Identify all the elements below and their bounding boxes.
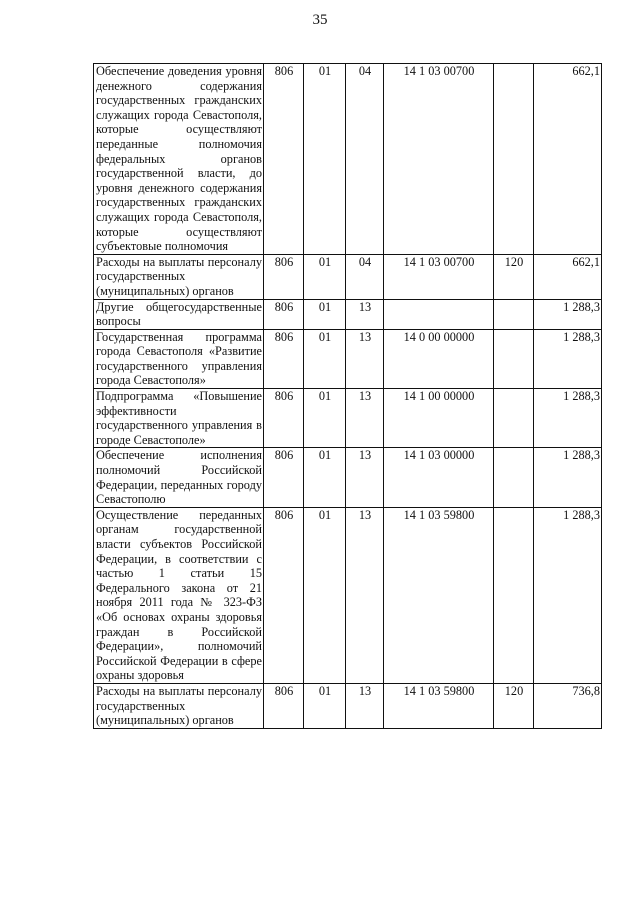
- amount-cell: 1 288,3: [534, 389, 602, 448]
- table-row: [94, 507, 602, 683]
- subsection-code-cell: 13: [346, 329, 384, 388]
- expense-name-cell: Обеспечение исполнения полномочий Российской Федерации, переданных городу Севастополю: [94, 448, 264, 507]
- subsection-code-cell: 13: [346, 683, 384, 728]
- target-article-cell: 14 1 03 00000: [384, 448, 494, 507]
- subsection-code-cell: 13: [346, 389, 384, 448]
- target-article-cell: 14 1 00 00000: [384, 389, 494, 448]
- section-code-cell: 01: [304, 299, 346, 329]
- department-code-cell: 806: [264, 507, 304, 683]
- table-row: [94, 329, 602, 388]
- department-code-cell: 806: [264, 254, 304, 299]
- section-code-cell: 01: [304, 389, 346, 448]
- target-article-cell: 14 1 03 00700: [384, 64, 494, 255]
- amount-cell: 662,1: [534, 254, 602, 299]
- table-row: [94, 254, 602, 299]
- expense-type-cell: [494, 507, 534, 683]
- expense-name-cell: Другие общегосударственные вопросы: [94, 299, 264, 329]
- expense-name-cell: Государственная программа города Севастополя «Развитие государственного управления города Севастополя»: [94, 329, 264, 388]
- target-article-cell: 14 1 03 00700: [384, 254, 494, 299]
- amount-cell: 736,8: [534, 683, 602, 728]
- section-code-cell: 01: [304, 64, 346, 255]
- expense-name-cell: Подпрограмма «Повышение эффективности государственного управления в городе Севастополе»: [94, 389, 264, 448]
- table-row: [94, 299, 602, 329]
- expense-type-cell: 120: [494, 254, 534, 299]
- subsection-code-cell: 13: [346, 448, 384, 507]
- target-article-cell: [384, 299, 494, 329]
- target-article-cell: 14 0 00 00000: [384, 329, 494, 388]
- table-row: [94, 448, 602, 507]
- subsection-code-cell: 13: [346, 299, 384, 329]
- department-code-cell: 806: [264, 299, 304, 329]
- subsection-code-cell: 04: [346, 254, 384, 299]
- amount-cell: 1 288,3: [534, 448, 602, 507]
- subsection-code-cell: 13: [346, 507, 384, 683]
- amount-cell: 1 288,3: [534, 507, 602, 683]
- section-code-cell: 01: [304, 507, 346, 683]
- department-code-cell: 806: [264, 64, 304, 255]
- amount-cell: 1 288,3: [534, 299, 602, 329]
- expense-name-cell: Расходы на выплаты персоналу государственных (муниципальных) органов: [94, 254, 264, 299]
- section-code-cell: 01: [304, 254, 346, 299]
- expense-type-cell: [494, 329, 534, 388]
- budget-table: [93, 63, 602, 729]
- expense-name-cell: Расходы на выплаты персоналу государственных (муниципальных) органов: [94, 683, 264, 728]
- expense-type-cell: 120: [494, 683, 534, 728]
- table-row: [94, 64, 602, 255]
- subsection-code-cell: 04: [346, 64, 384, 255]
- table-row: [94, 389, 602, 448]
- target-article-cell: 14 1 03 59800: [384, 507, 494, 683]
- section-code-cell: 01: [304, 448, 346, 507]
- department-code-cell: 806: [264, 683, 304, 728]
- expense-type-cell: [494, 64, 534, 255]
- expense-name-cell: Обеспечение доведения уровня денежного содержания государственных гражданских служащих города Севастополя, которые осуществляют переданные полномочия федеральных органов государственной власти, до уровня денежного содержания государственных гражданских служащих города Севастополя, которые осуществляют субъектовые полномочия: [94, 64, 264, 255]
- amount-cell: 662,1: [534, 64, 602, 255]
- expense-type-cell: [494, 299, 534, 329]
- department-code-cell: 806: [264, 329, 304, 388]
- amount-cell: 1 288,3: [534, 329, 602, 388]
- page-number: 35: [312, 12, 328, 28]
- table-row: [94, 683, 602, 728]
- section-code-cell: 01: [304, 329, 346, 388]
- expense-type-cell: [494, 448, 534, 507]
- expense-type-cell: [494, 389, 534, 448]
- section-code-cell: 01: [304, 683, 346, 728]
- budget-table-body: [94, 64, 602, 729]
- department-code-cell: 806: [264, 448, 304, 507]
- department-code-cell: 806: [264, 389, 304, 448]
- expense-name-cell: Осуществление переданных органам государственной власти субъектов Российской Федерации, в соответствии с частью 1 статьи 15 Федерального закона от 21 ноября 2011 года № 323-ФЗ «Об основах охраны здоровья граждан в Российской Федерации», полномочий Российской Федерации в сфере охраны здоровья: [94, 507, 264, 683]
- target-article-cell: 14 1 03 59800: [384, 683, 494, 728]
